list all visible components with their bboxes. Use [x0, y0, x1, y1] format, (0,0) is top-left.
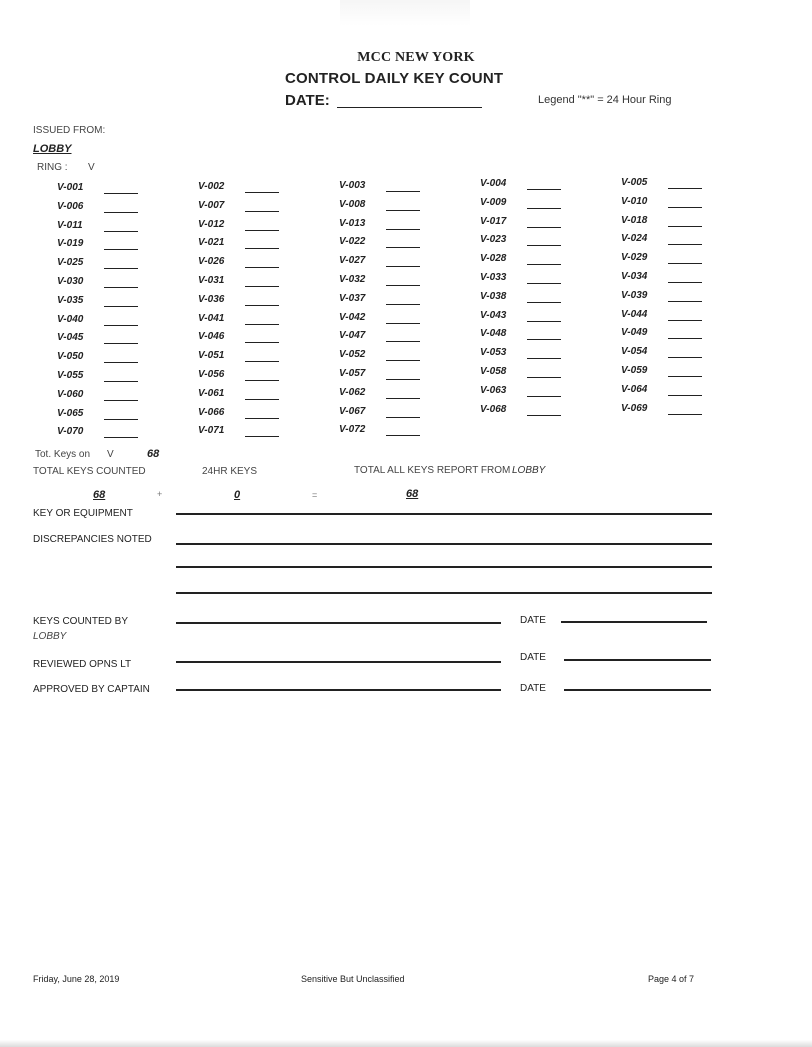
total-all-keys-label: TOTAL ALL KEYS REPORT FROM	[354, 465, 511, 476]
key-label: V-029	[621, 252, 648, 264]
key-label: V-006	[57, 200, 84, 212]
24hr-keys-label: 24HR KEYS	[202, 466, 258, 477]
equals-sign: =	[312, 490, 318, 500]
key-check-blank	[668, 357, 702, 358]
key-check-blank	[386, 341, 420, 342]
key-check-blank	[527, 245, 561, 246]
key-check-blank	[245, 267, 279, 268]
key-label: V-013	[339, 217, 366, 229]
key-check-blank	[104, 437, 138, 438]
key-label: V-043	[480, 309, 507, 321]
key-check-blank	[668, 376, 702, 377]
key-check-blank	[245, 342, 279, 343]
date-field-line	[337, 107, 482, 108]
key-check-blank	[104, 268, 138, 269]
key-check-blank	[386, 417, 420, 418]
key-check-blank	[245, 436, 279, 437]
key-label: V-071	[198, 425, 225, 437]
key-label: V-004	[480, 178, 507, 189]
key-label: V-040	[57, 313, 84, 325]
key-check-blank	[245, 380, 279, 381]
tot-keys-value: 68	[147, 448, 160, 460]
key-check-blank	[104, 231, 138, 232]
date-line-reviewed	[564, 659, 711, 661]
key-label: V-031	[198, 275, 225, 286]
key-check-blank	[527, 339, 561, 340]
key-label: V-058	[480, 366, 507, 377]
key-check-blank	[668, 226, 702, 227]
key-label: V-059	[621, 365, 648, 376]
discrepancies-line-1	[176, 543, 712, 545]
total-all-keys-value: 68	[406, 488, 419, 500]
scan-edge	[0, 1040, 812, 1047]
key-label: V-028	[480, 253, 507, 265]
total-keys-counted-label: TOTAL KEYS COUNTED	[33, 466, 146, 477]
key-check-blank	[245, 192, 279, 193]
key-check-blank	[668, 301, 702, 302]
key-label: V-048	[480, 328, 507, 340]
key-label: V-019	[57, 238, 84, 250]
key-check-blank	[668, 282, 702, 283]
key-check-blank	[104, 287, 138, 288]
key-label: V-046	[198, 331, 225, 343]
key-label: V-063	[480, 384, 507, 396]
key-label: V-005	[621, 177, 648, 188]
key-check-blank	[668, 188, 702, 189]
key-label: V-044	[621, 308, 648, 320]
key-check-blank	[527, 321, 561, 322]
key-label: V-066	[198, 406, 225, 418]
key-equipment-label: KEY OR EQUIPMENT	[33, 508, 133, 519]
key-label: V-050	[57, 351, 84, 363]
key-check-blank	[386, 229, 420, 230]
tot-keys-label: Tot. Keys on	[35, 449, 91, 460]
key-check-blank	[527, 189, 561, 190]
key-label: V-051	[198, 350, 225, 362]
key-label: V-023	[480, 234, 507, 246]
key-check-blank	[527, 415, 561, 416]
key-check-blank	[386, 247, 420, 248]
plus-sign: +	[157, 489, 163, 499]
key-label: V-009	[480, 196, 507, 208]
key-label: V-003	[339, 180, 366, 191]
discrepancies-line-3	[176, 592, 712, 594]
key-label: V-049	[621, 327, 648, 339]
date-label-counted: DATE	[520, 615, 546, 626]
key-check-blank	[386, 285, 420, 286]
key-check-blank	[386, 360, 420, 361]
key-label: V-022	[339, 236, 366, 248]
key-label: V-039	[621, 289, 648, 301]
total-all-keys-location: LOBBY	[512, 465, 546, 476]
issued-location: LOBBY	[33, 143, 72, 155]
key-label: V-011	[57, 219, 83, 231]
key-label: V-064	[621, 383, 648, 395]
key-label: V-001	[57, 182, 84, 193]
scan-artifact	[340, 0, 470, 26]
key-check-blank	[668, 320, 702, 321]
key-label: V-052	[339, 349, 366, 361]
key-check-blank	[104, 343, 138, 344]
key-check-blank	[245, 418, 279, 419]
24hr-keys-value: 0	[234, 489, 241, 501]
key-check-blank	[245, 286, 279, 287]
ring-value: V	[88, 162, 95, 173]
key-label: V-036	[198, 293, 225, 305]
key-check-blank	[386, 304, 420, 305]
key-label: V-055	[57, 370, 84, 381]
key-label: V-068	[480, 403, 507, 415]
key-label: V-060	[57, 388, 84, 400]
key-check-blank	[104, 325, 138, 326]
legend: Legend "**" = 24 Hour Ring	[538, 94, 672, 106]
key-check-blank	[527, 283, 561, 284]
key-label: V-072	[339, 424, 366, 436]
key-label: V-065	[57, 407, 84, 419]
footer-date: Friday, June 28, 2019	[33, 974, 120, 984]
key-check-blank	[245, 324, 279, 325]
key-label: V-054	[621, 346, 648, 358]
key-check-blank	[386, 323, 420, 324]
key-check-blank	[245, 211, 279, 212]
key-label: V-021	[198, 237, 225, 249]
key-label: V-069	[621, 402, 648, 414]
key-check-blank	[668, 263, 702, 264]
key-check-blank	[386, 398, 420, 399]
key-label: V-053	[480, 347, 507, 359]
key-check-blank	[527, 208, 561, 209]
key-label: V-061	[198, 387, 225, 399]
key-label: V-047	[339, 330, 366, 342]
key-check-blank	[527, 227, 561, 228]
key-label: V-007	[198, 199, 225, 211]
key-check-blank	[668, 244, 702, 245]
key-check-blank	[104, 419, 138, 420]
date-label-reviewed: DATE	[520, 652, 546, 663]
key-check-blank	[527, 302, 561, 303]
footer-classification: Sensitive But Unclassified	[301, 974, 405, 984]
key-label: V-024	[621, 233, 648, 245]
key-check-blank	[104, 212, 138, 213]
total-keys-counted-value: 68	[93, 489, 106, 501]
issued-from-label: ISSUED FROM:	[33, 125, 106, 136]
page-title: MCC NEW YORK	[357, 50, 475, 65]
reviewed-label: REVIEWED OPNS LT	[33, 659, 132, 670]
key-check-blank	[245, 305, 279, 306]
key-label: V-033	[480, 272, 507, 283]
key-label: V-018	[621, 214, 648, 226]
key-label: V-032	[339, 274, 366, 285]
discrepancies-line-2	[176, 566, 712, 568]
key-label: V-056	[198, 369, 225, 380]
key-label: V-026	[198, 256, 225, 268]
key-check-blank	[104, 381, 138, 382]
key-check-blank	[104, 193, 138, 194]
approved-label: APPROVED BY CAPTAIN	[33, 684, 150, 695]
key-check-blank	[668, 207, 702, 208]
key-check-blank	[386, 379, 420, 380]
keys-counted-by-location: LOBBY	[33, 631, 67, 642]
key-check-blank	[668, 338, 702, 339]
key-check-blank	[245, 230, 279, 231]
key-check-blank	[386, 191, 420, 192]
key-equipment-line	[176, 513, 712, 515]
key-label: V-038	[480, 290, 507, 302]
form-title: CONTROL DAILY KEY COUNT	[285, 70, 504, 87]
footer-page-number: Page 4 of 7	[648, 974, 695, 984]
ring-label: RING :	[37, 162, 68, 173]
keys-counted-by-line	[176, 622, 501, 624]
key-label: V-008	[339, 198, 366, 210]
key-check-blank	[386, 266, 420, 267]
approved-line	[176, 689, 501, 691]
key-check-blank	[668, 414, 702, 415]
date-line-counted	[561, 621, 707, 623]
key-label: V-025	[57, 257, 84, 269]
discrepancies-label: DISCREPANCIES NOTED	[33, 534, 152, 545]
key-check-blank	[668, 395, 702, 396]
key-label: V-070	[57, 426, 84, 438]
key-label: V-030	[57, 276, 84, 287]
key-check-blank	[104, 249, 138, 250]
date-label-approved: DATE	[520, 683, 546, 694]
key-check-blank	[527, 377, 561, 378]
key-label: V-027	[339, 255, 366, 267]
key-label: V-035	[57, 294, 84, 306]
key-label: V-037	[339, 292, 366, 304]
key-label: V-067	[339, 405, 366, 417]
key-check-blank	[245, 399, 279, 400]
tot-keys-ring: V	[107, 449, 114, 460]
key-check-blank	[245, 361, 279, 362]
key-check-blank	[386, 435, 420, 436]
reviewed-line	[176, 661, 501, 663]
key-check-blank	[527, 396, 561, 397]
key-check-blank	[245, 248, 279, 249]
date-label: DATE:	[285, 92, 330, 109]
key-check-blank	[386, 210, 420, 211]
key-check-blank	[104, 400, 138, 401]
key-check-blank	[527, 358, 561, 359]
key-label: V-034	[621, 271, 648, 282]
key-label: V-041	[198, 312, 225, 324]
key-check-blank	[527, 264, 561, 265]
key-label: V-017	[480, 215, 507, 227]
key-check-blank	[104, 362, 138, 363]
key-label: V-062	[339, 386, 366, 398]
key-label: V-012	[198, 218, 225, 230]
key-label: V-010	[621, 195, 648, 207]
key-label: V-057	[339, 368, 366, 379]
keys-counted-by-label: KEYS COUNTED BY	[33, 616, 129, 627]
key-label: V-042	[339, 311, 366, 323]
key-label: V-002	[198, 181, 225, 192]
key-label: V-045	[57, 332, 84, 344]
key-check-blank	[104, 306, 138, 307]
date-line-approved	[564, 689, 711, 691]
